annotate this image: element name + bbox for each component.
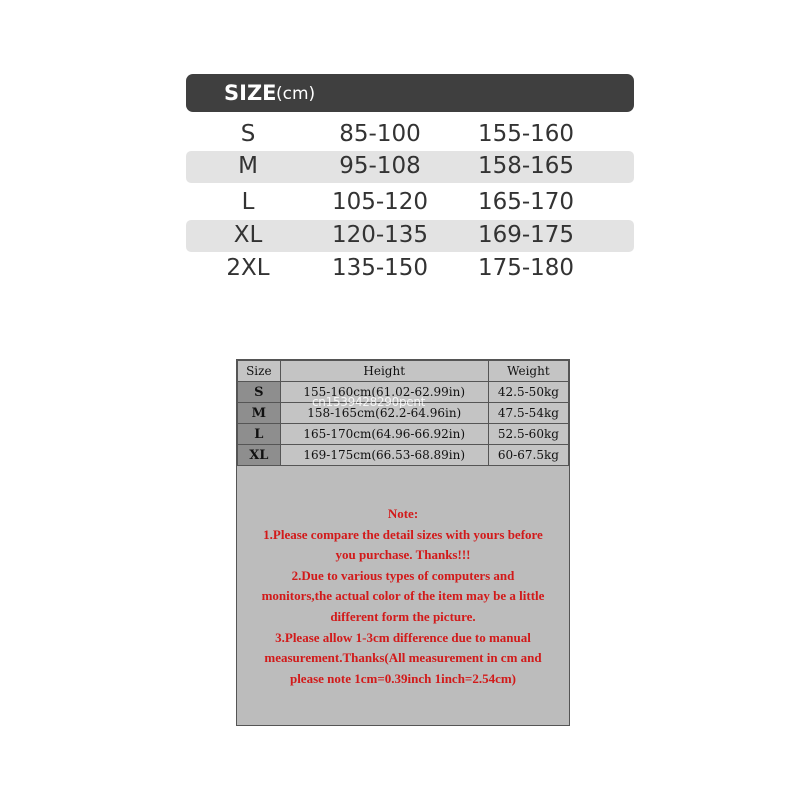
cell-height: 155-160cm(61.02-62.99in) [280, 382, 488, 403]
row-size: S [240, 121, 256, 147]
note-line: you purchase. Thanks!!! [335, 547, 471, 563]
top-table-row-2xl [186, 253, 634, 285]
cell-weight: 47.5-54kg [488, 403, 568, 424]
header-unit-label: (cm) [276, 84, 316, 104]
table-header-row [238, 361, 569, 382]
row-size: L [241, 189, 255, 215]
cell-size: S [238, 382, 281, 403]
note-line: please note 1cm=0.39inch 1inch=2.54cm) [289, 670, 517, 686]
row-range-2: 165-170 [477, 189, 575, 215]
note-line: different form the picture. [330, 608, 476, 624]
column-header-height: Height [280, 361, 488, 382]
row-range-1: 95-108 [339, 153, 421, 179]
row-range-1: 85-100 [339, 121, 421, 147]
row-range-2: 169-175 [477, 222, 575, 248]
cell-weight: 42.5-50kg [488, 382, 568, 403]
note-text [237, 504, 569, 689]
cell-height: 169-175cm(66.53-68.89in) [280, 445, 488, 466]
column-header-size: Size [238, 361, 281, 382]
row-range-2: 158-165 [477, 153, 575, 179]
cell-height: 165-170cm(64.96-66.92in) [280, 424, 488, 445]
cell-weight: 60-67.5kg [488, 445, 568, 466]
cell-weight: 52.5-60kg [488, 424, 568, 445]
note-line: monitors,the actual color of the item may be a little [261, 588, 545, 604]
cell-height: 158-165cm(62.2-64.96in) [280, 403, 488, 424]
size-chart-panel [236, 359, 570, 726]
table-row [238, 445, 569, 466]
row-range-1: 120-135 [331, 222, 429, 248]
row-size: XL [233, 222, 263, 248]
row-size: M [238, 153, 258, 179]
size-table [237, 360, 569, 466]
note-title: Note: [387, 506, 419, 521]
table-row [238, 424, 569, 445]
column-header-weight: Weight [488, 361, 568, 382]
row-range-1: 105-120 [331, 189, 429, 215]
row-range-2: 175-180 [477, 255, 575, 281]
row-range-2: 155-160 [477, 121, 575, 147]
cell-size: XL [238, 445, 281, 466]
cell-size: L [238, 424, 281, 445]
top-table-row-l [186, 187, 634, 219]
row-range-1: 135-150 [331, 255, 429, 281]
top-table-row-xl [186, 220, 634, 252]
size-chart-header [186, 74, 634, 112]
top-table-row-s [186, 119, 634, 151]
watermark-text: cn1539428290pent [312, 395, 426, 409]
cell-size: M [238, 403, 281, 424]
header-size-label: SIZE [224, 81, 277, 105]
note-line: measurement.Thanks(All measurement in cm and [264, 650, 542, 666]
top-table-row-m [186, 151, 634, 183]
note-line: 2.Due to various types of computers and [291, 567, 515, 583]
note-line: 1.Please compare the detail sizes with yours before [263, 526, 543, 542]
note-line: 3.Please allow 1-3cm difference due to manual [275, 629, 531, 645]
row-size: 2XL [226, 255, 270, 281]
